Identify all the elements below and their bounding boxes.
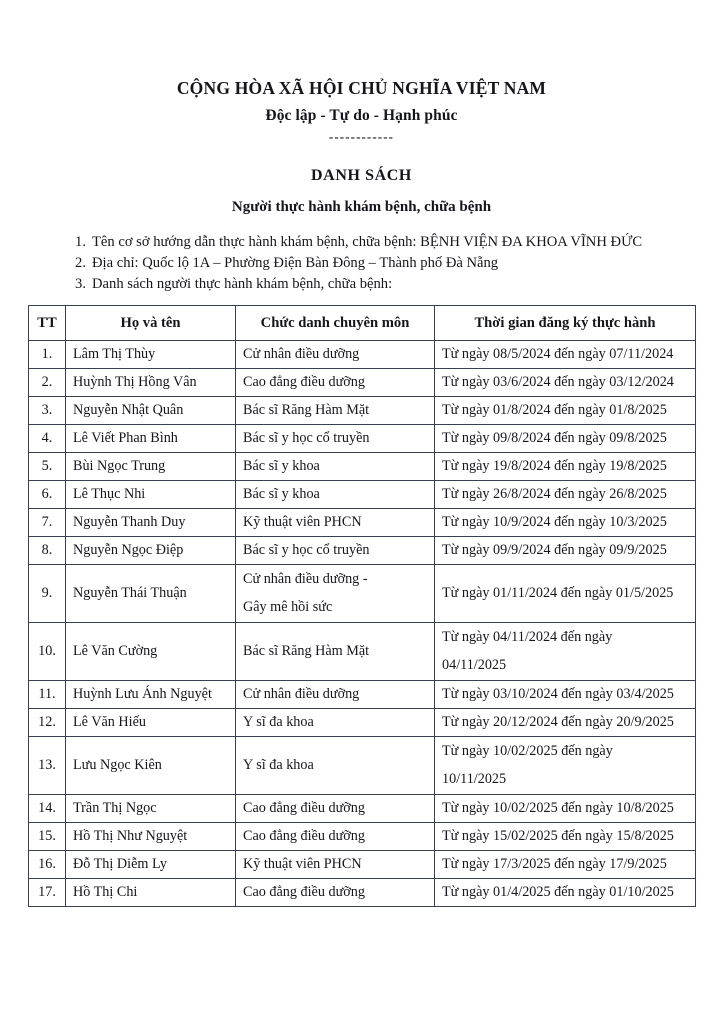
time-line: Từ ngày 01/8/2024 đến ngày 01/8/2025 bbox=[442, 402, 667, 419]
table-row bbox=[29, 397, 696, 425]
cell-full-name: Hồ Thị Như Nguyệt bbox=[66, 823, 236, 851]
column-header-time: Thời gian đăng ký thực hành bbox=[435, 306, 696, 341]
cell-professional-title bbox=[236, 879, 435, 907]
time-line: Từ ngày 08/5/2024 đến ngày 07/11/2024 bbox=[442, 346, 674, 363]
time-line: Từ ngày 17/3/2025 đến ngày 17/9/2025 bbox=[442, 856, 667, 873]
cell-registration-period bbox=[435, 795, 696, 823]
table-row bbox=[29, 565, 696, 623]
cell-full-name: Lưu Ngọc Kiên bbox=[66, 737, 236, 795]
cell-professional-title bbox=[236, 795, 435, 823]
time-line: Từ ngày 19/8/2024 đến ngày 19/8/2025 bbox=[442, 458, 667, 475]
cell-full-name: Nguyễn Thanh Duy bbox=[66, 509, 236, 537]
table-row bbox=[29, 623, 696, 681]
intro-item-text: Tên cơ sở hướng dẫn thực hành khám bệnh, chữa bệnh: BỆNH VIỆN ĐA KHOA VĨNH ĐỨC bbox=[92, 233, 643, 250]
cell-index: 10. bbox=[29, 623, 66, 681]
column-header-tt: TT bbox=[29, 306, 66, 341]
cell-full-name: Hồ Thị Chi bbox=[66, 879, 236, 907]
cell-index: 14. bbox=[29, 795, 66, 823]
table-row bbox=[29, 537, 696, 565]
cell-full-name: Huỳnh Lưu Ánh Nguyệt bbox=[66, 681, 236, 709]
cell-full-name: Lê Văn Hiếu bbox=[66, 709, 236, 737]
table-row bbox=[29, 851, 696, 879]
cell-index: 11. bbox=[29, 681, 66, 709]
table-row bbox=[29, 823, 696, 851]
cell-registration-period bbox=[435, 509, 696, 537]
cell-professional-title bbox=[236, 565, 435, 623]
intro-item bbox=[0, 232, 723, 252]
role-line: Cao đẳng điều dưỡng bbox=[243, 884, 365, 901]
cell-registration-period bbox=[435, 425, 696, 453]
cell-professional-title bbox=[236, 509, 435, 537]
cell-registration-period bbox=[435, 341, 696, 369]
cell-registration-period bbox=[435, 565, 696, 623]
intro-item-text: Địa chỉ: Quốc lộ 1A – Phường Điện Bàn Đông – Thành phố Đà Nẵng bbox=[92, 255, 499, 271]
table-row bbox=[29, 795, 696, 823]
national-motto: Độc lập - Tự do - Hạnh phúc bbox=[265, 106, 458, 124]
table-row bbox=[29, 481, 696, 509]
role-line: Bác sĩ y khoa bbox=[243, 458, 320, 475]
cell-full-name: Nguyễn Thái Thuận bbox=[66, 565, 236, 623]
role-line: Cao đẳng điều dưỡng bbox=[243, 828, 365, 845]
cell-full-name: Lê Thục Nhi bbox=[66, 481, 236, 509]
cell-index: 4. bbox=[29, 425, 66, 453]
cell-professional-title bbox=[236, 681, 435, 709]
cell-index: 2. bbox=[29, 369, 66, 397]
role-line: Cử nhân điều dưỡng bbox=[243, 346, 360, 363]
cell-full-name: Huỳnh Thị Hồng Vân bbox=[66, 369, 236, 397]
cell-full-name: Lâm Thị Thùy bbox=[66, 341, 236, 369]
table-row bbox=[29, 369, 696, 397]
intro-list bbox=[0, 232, 723, 294]
intro-item-marker: 2. bbox=[75, 255, 86, 271]
role-line: Cử nhân điều dưỡng - bbox=[243, 571, 368, 588]
cell-index: 1. bbox=[29, 341, 66, 369]
time-line: Từ ngày 10/02/2025 đến ngày 10/8/2025 bbox=[442, 800, 674, 817]
cell-full-name: Nguyễn Ngọc Điệp bbox=[66, 537, 236, 565]
time-line: Từ ngày 15/02/2025 đến ngày 15/8/2025 bbox=[442, 828, 674, 845]
cell-professional-title bbox=[236, 369, 435, 397]
cell-registration-period bbox=[435, 623, 696, 681]
role-line: Kỹ thuật viên PHCN bbox=[243, 514, 362, 531]
cell-index: 12. bbox=[29, 709, 66, 737]
cell-index: 15. bbox=[29, 823, 66, 851]
column-header-name: Họ và tên bbox=[66, 306, 236, 341]
intro-item-marker: 3. bbox=[75, 276, 86, 293]
role-line: Bác sĩ Răng Hàm Mặt bbox=[243, 402, 370, 419]
page-title: DANH SÁCH bbox=[311, 166, 412, 184]
cell-registration-period bbox=[435, 851, 696, 879]
cell-registration-period bbox=[435, 453, 696, 481]
table-row bbox=[29, 341, 696, 369]
intro-item bbox=[0, 253, 723, 273]
time-line: Từ ngày 09/9/2024 đến ngày 09/9/2025 bbox=[442, 542, 667, 559]
role-line: Bác sĩ y khoa bbox=[243, 486, 320, 503]
cell-professional-title bbox=[236, 851, 435, 879]
time-line: 04/11/2025 bbox=[442, 657, 507, 674]
table-row bbox=[29, 709, 696, 737]
time-line: Từ ngày 09/8/2024 đến ngày 09/8/2025 bbox=[442, 430, 667, 447]
cell-registration-period bbox=[435, 537, 696, 565]
cell-professional-title bbox=[236, 537, 435, 565]
cell-registration-period bbox=[435, 681, 696, 709]
role-line: Gây mê hồi sức bbox=[243, 599, 333, 616]
role-line: Y sĩ đa khoa bbox=[243, 757, 314, 774]
cell-registration-period bbox=[435, 481, 696, 509]
role-line: Cao đẳng điều dưỡng bbox=[243, 800, 365, 817]
cell-index: 17. bbox=[29, 879, 66, 907]
time-line: Từ ngày 04/11/2024 đến ngày bbox=[442, 629, 613, 646]
cell-professional-title bbox=[236, 823, 435, 851]
cell-registration-period bbox=[435, 823, 696, 851]
time-line: Từ ngày 10/9/2024 đến ngày 10/3/2025 bbox=[442, 514, 667, 531]
role-line: Bác sĩ Răng Hàm Mặt bbox=[243, 643, 370, 660]
cell-full-name: Đỗ Thị Diễm Ly bbox=[66, 851, 236, 879]
cell-index: 7. bbox=[29, 509, 66, 537]
table-row bbox=[29, 453, 696, 481]
cell-professional-title bbox=[236, 425, 435, 453]
page-subtitle: Người thực hành khám bệnh, chữa bệnh bbox=[231, 198, 492, 215]
time-line: Từ ngày 03/10/2024 đến ngày 03/4/2025 bbox=[442, 686, 674, 703]
cell-professional-title bbox=[236, 341, 435, 369]
cell-registration-period bbox=[435, 879, 696, 907]
national-title: CỘNG HÒA XÃ HỘI CHỦ NGHĨA VIỆT NAM bbox=[176, 78, 547, 98]
intro-item-marker: 1. bbox=[75, 233, 86, 250]
header-divider: ------------ bbox=[328, 128, 395, 144]
cell-registration-period bbox=[435, 369, 696, 397]
cell-full-name: Lê Văn Cường bbox=[66, 623, 236, 681]
cell-index: 8. bbox=[29, 537, 66, 565]
table-row bbox=[29, 737, 696, 795]
cell-professional-title bbox=[236, 623, 435, 681]
time-line: Từ ngày 01/11/2024 đến ngày 01/5/2025 bbox=[442, 585, 674, 602]
cell-professional-title bbox=[236, 397, 435, 425]
cell-professional-title bbox=[236, 481, 435, 509]
cell-registration-period bbox=[435, 737, 696, 795]
cell-index: 9. bbox=[29, 565, 66, 623]
cell-professional-title bbox=[236, 709, 435, 737]
cell-index: 13. bbox=[29, 737, 66, 795]
time-line: Từ ngày 20/12/2024 đến ngày 20/9/2025 bbox=[442, 714, 674, 731]
table-body bbox=[29, 341, 696, 907]
time-line: 10/11/2025 bbox=[442, 771, 507, 788]
table-header-row bbox=[29, 306, 696, 341]
intro-item-text: Danh sách người thực hành khám bệnh, chữa bệnh: bbox=[92, 276, 393, 293]
role-line: Kỹ thuật viên PHCN bbox=[243, 856, 362, 873]
cell-full-name: Nguyễn Nhật Quân bbox=[66, 397, 236, 425]
cell-index: 6. bbox=[29, 481, 66, 509]
time-line: Từ ngày 03/6/2024 đến ngày 03/12/2024 bbox=[442, 374, 674, 391]
role-line: Bác sĩ y học cổ truyền bbox=[243, 542, 370, 559]
role-line: Y sĩ đa khoa bbox=[243, 714, 314, 731]
practitioner-table bbox=[28, 305, 696, 907]
role-line: Cử nhân điều dưỡng bbox=[243, 686, 360, 703]
table-row bbox=[29, 509, 696, 537]
cell-index: 5. bbox=[29, 453, 66, 481]
column-header-role: Chức danh chuyên môn bbox=[236, 306, 435, 341]
time-line: Từ ngày 26/8/2024 đến ngày 26/8/2025 bbox=[442, 486, 667, 503]
time-line: Từ ngày 01/4/2025 đến ngày 01/10/2025 bbox=[442, 884, 674, 901]
cell-full-name: Bùi Ngọc Trung bbox=[66, 453, 236, 481]
listing-table-wrap bbox=[0, 305, 723, 907]
table-row bbox=[29, 425, 696, 453]
time-line: Từ ngày 10/02/2025 đến ngày bbox=[442, 743, 613, 760]
role-line: Cao đẳng điều dưỡng bbox=[243, 374, 365, 391]
cell-registration-period bbox=[435, 709, 696, 737]
cell-index: 3. bbox=[29, 397, 66, 425]
cell-index: 16. bbox=[29, 851, 66, 879]
cell-registration-period bbox=[435, 397, 696, 425]
table-header bbox=[29, 306, 696, 341]
table-row bbox=[29, 681, 696, 709]
role-line: Bác sĩ y học cổ truyền bbox=[243, 430, 370, 447]
cell-professional-title bbox=[236, 737, 435, 795]
cell-full-name: Lê Viết Phan Bình bbox=[66, 425, 236, 453]
table-row bbox=[29, 879, 696, 907]
document-header bbox=[0, 0, 723, 143]
cell-professional-title bbox=[236, 453, 435, 481]
cell-full-name: Trần Thị Ngọc bbox=[66, 795, 236, 823]
intro-item bbox=[0, 274, 723, 294]
